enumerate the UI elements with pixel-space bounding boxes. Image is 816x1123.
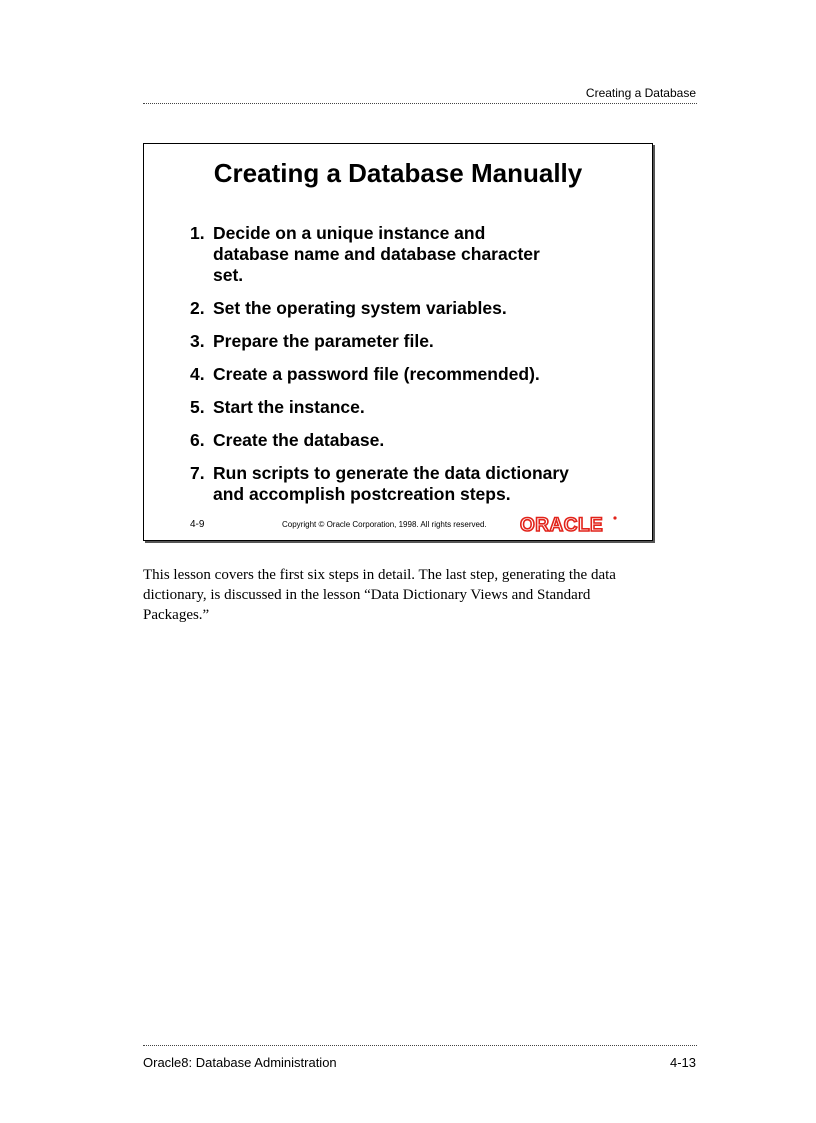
page-number: 4-13 [669,1055,696,1070]
slide-frame [143,143,653,541]
slide-title: Creating a Database Manually [213,158,583,188]
step-number: 7. [190,463,205,483]
step-number: 2. [190,298,205,318]
step-text: Set the operating system variables. [213,298,507,318]
footer-divider [143,1045,697,1046]
header-divider [143,103,697,104]
slide-number: 4-9 [190,519,205,530]
step-text: Run scripts to generate the data dictionary and accomplish postcreation steps. [213,463,569,504]
lesson-paragraph: This lesson covers the first six steps in detail. The last step, generating the data dictionary, is discussed in the lesson “Data Dictionary Views and Standard Packages.” [143,567,616,623]
step-text: Start the instance. [213,397,365,417]
step-text: Decide on a unique instance and database name and database character set. [213,223,540,285]
step-text: Prepare the parameter file. [213,331,434,351]
step-item [190,331,620,352]
step-number: 6. [190,430,205,450]
steps-list [190,223,620,517]
course-title: Oracle8: Database Administration [143,1055,337,1070]
slide-footer [144,510,652,540]
step-item [190,298,620,319]
oracle-logo [520,513,620,535]
running-header: Creating a Database [585,86,696,100]
step-item [190,397,620,418]
step-number: 4. [190,364,205,384]
step-item [190,364,620,385]
step-text: Create a password file (recommended). [213,364,540,384]
step-item [190,223,620,286]
step-text: Create the database. [213,430,385,450]
step-number: 3. [190,331,205,351]
step-item [190,463,620,505]
copyright-notice: Copyright © Oracle Corporation, 1998. All rights reserved. [282,520,487,529]
oracle-logo-text: ORACLE [520,515,604,535]
step-item [190,430,620,451]
step-number: 5. [190,397,205,417]
step-number: 1. [190,223,205,243]
